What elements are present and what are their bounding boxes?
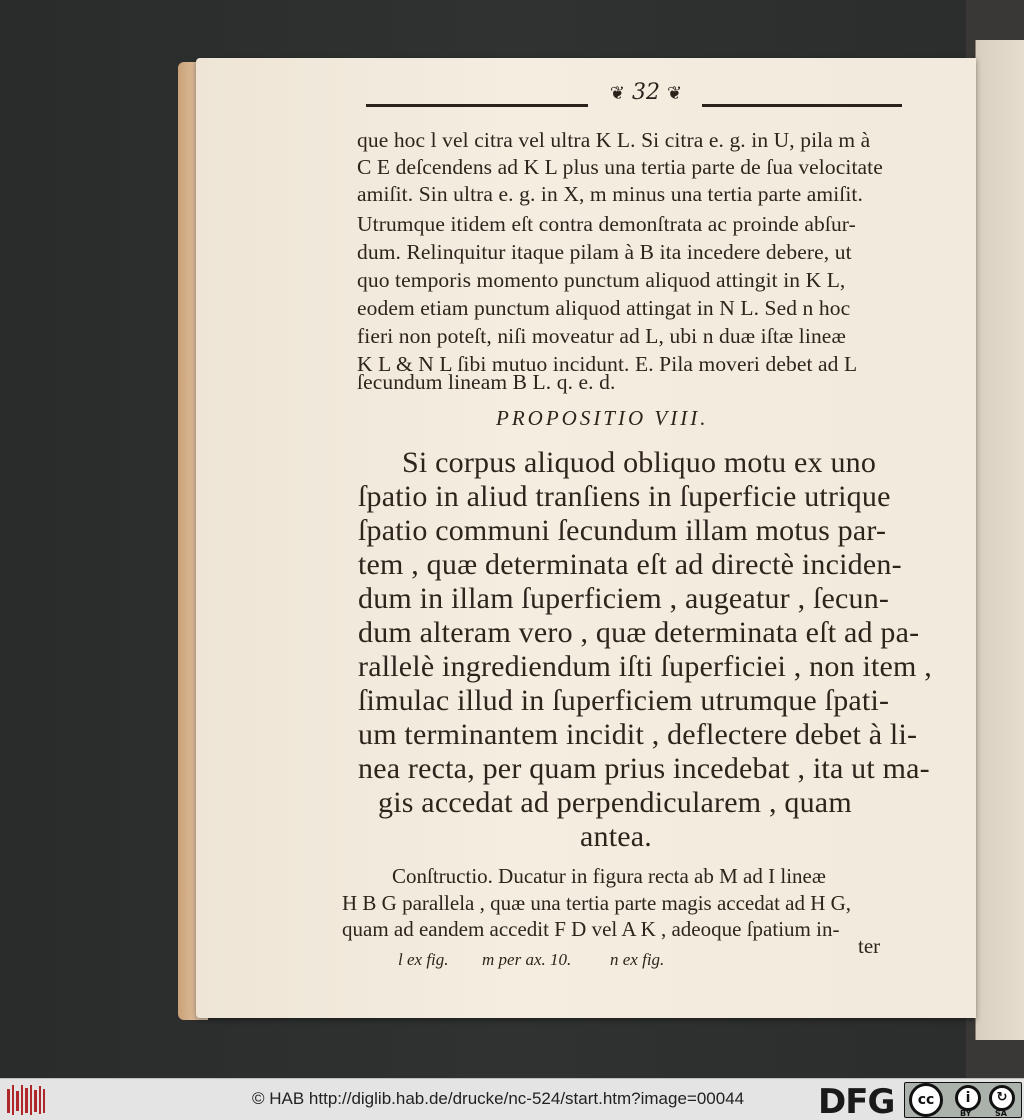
page-header [594,80,698,105]
by-label: BY [960,1109,972,1118]
proposition-line: ſpatio in aliud tranſiens in ſuperficie utrique [358,480,891,513]
footer-bar [0,1078,1024,1120]
proposition-line: dum alteram vero , quæ determinata eſt ad pa- [358,616,920,649]
cc-license-badge[interactable] [904,1082,1022,1118]
body-line: fieri non poteſt, niſi moveatur ad L, ubi n duæ iſtæ lineæ [357,324,846,348]
proposition-line: rallelè ingrediendum iſti ſuperficiei , non item , [358,650,932,683]
body-line: quo temporis momento punctum aliquod attingit in K L, [357,268,846,292]
footnote: m per ax. 10. [482,950,572,969]
body-line: que hoc l vel citra vel ultra K L. Si citra e. g. in U, pila m à [357,128,871,152]
proposition-heading: PROPOSITIO VIII. [496,406,709,430]
sa-label: SA [995,1109,1007,1118]
ornament-right-icon: ❦ [667,83,683,104]
page-number: 32 [632,80,660,105]
dfg-logo: DFG [818,1082,895,1120]
construction-line: quam ad eandem accedit F D vel A K , adeoque ſpatium in- [342,917,840,941]
proposition-line: ſpatio communi ſecundum illam motus par- [358,514,887,547]
ornament-left-icon: ❦ [609,83,625,104]
construction-line: H B G parallela , quæ una tertia parte magis accedat ad H G, [342,891,852,915]
proposition-line: gis accedat ad perpendicularem , quam [378,786,852,819]
proposition-line: antea. [580,820,652,853]
source-link[interactable]: © HAB http://diglib.hab.de/drucke/nc-524/start.htm?image=00044 [252,1089,745,1108]
proposition-line: um terminantem incidit , deflectere debet à li- [358,718,918,751]
body-line: amiſit. Sin ultra e. g. in X, m minus una tertia parte amiſit. [357,182,863,206]
header-rule-right [702,104,902,107]
footnote: n ex fig. [610,950,665,969]
catchword: ter [858,934,881,958]
body-line: dum. Relinquitur itaque pilam à B ita incedere debere, ut [357,240,852,264]
footnote: l ex fig. [398,950,449,969]
proposition-line: tem , quæ determinata eſt ad directè inciden- [358,548,902,581]
facing-page-edge [975,40,1024,1040]
proposition-line: nea recta, per quam prius incedebat , ita ut ma- [358,752,930,785]
body-line: eodem etiam punctum aliquod attingat in N L. Sed n hoc [357,296,851,320]
proposition-line: dum in illam ſuperficiem , augeatur , ſecun- [358,582,890,615]
attribution-icon: i [955,1085,981,1111]
body-line: Utrumque itidem eſt contra demonſtrata ac proinde abſur- [357,212,856,236]
proposition-line: Si corpus aliquod obliquo motu ex uno [402,446,877,479]
body-line: C E deſcendens ad K L plus una tertia parte de ſua velocitate [357,155,883,179]
proposition-line: ſimulac illud in ſuperficiem utrumque ſpati- [358,684,890,717]
barcode-logo-icon [6,1085,46,1115]
share-alike-icon: ↻ [989,1085,1015,1111]
header-rule-left [366,104,588,107]
construction-line: Conſtructio. Ducatur in figura recta ab M ad I lineæ [392,864,826,888]
body-line: ſecundum lineam B L. q. e. d. [357,370,616,394]
cc-icon: cc [909,1083,943,1117]
body-line: K L & N L ſibi mutuo incidunt. E. Pila moveri debet ad L [357,352,858,376]
